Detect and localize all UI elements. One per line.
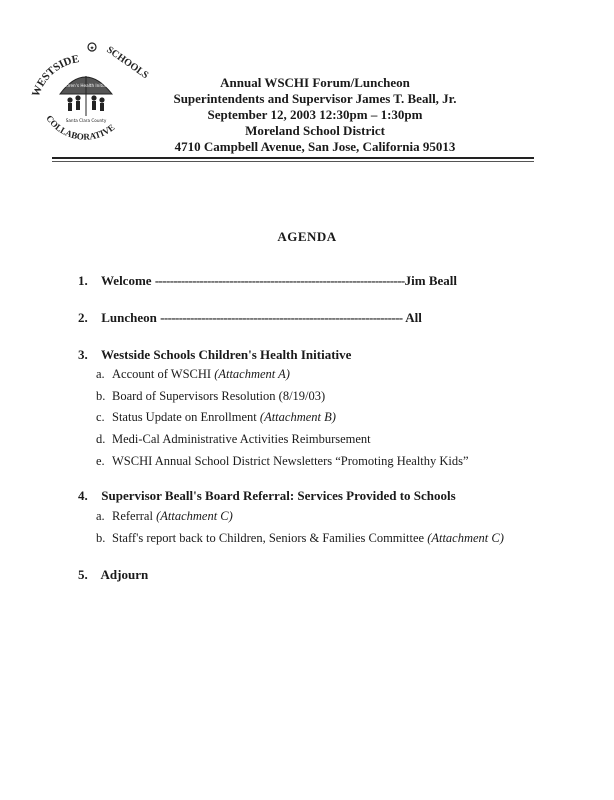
item-number: 4.: [78, 488, 88, 503]
item-number: 5.: [78, 567, 88, 582]
agenda-item-health-initiative: [78, 347, 351, 363]
subitem-letter: c.: [96, 410, 105, 424]
subitem-text: Status Update on Enrollment: [112, 410, 260, 424]
agenda-subitem: [96, 531, 504, 546]
logo-top-right-text: SCHOOLS: [104, 44, 150, 82]
header-participants: Superintendents and Supervisor James T. Beall, Jr.: [173, 91, 457, 106]
item-presenter: Jim Beall: [404, 273, 458, 288]
subitem-letter: d.: [96, 432, 106, 446]
subitem-text: WSCHI Annual School District Newsletters “Promoting Healthy Kids”: [112, 454, 469, 468]
item-leader: -----------------------------------------------------------------: [160, 310, 406, 325]
header-divider-thin: [52, 161, 534, 162]
subitem-letter: b.: [96, 389, 106, 403]
header-event-title: Annual WSCHI Forum/Luncheon: [220, 75, 410, 90]
svg-text:✦: ✦: [89, 45, 95, 52]
header-date-time: September 12, 2003 12:30pm – 1:30pm: [207, 107, 423, 122]
agenda-item-welcome: [78, 273, 457, 289]
agenda-subitem: [96, 367, 290, 382]
agenda-item-adjourn: [78, 567, 148, 583]
item-presenter: All: [405, 310, 422, 325]
header-divider: [52, 157, 534, 159]
item-label: Supervisor Beall's Board Referral: Services Provided to Schools: [101, 488, 456, 503]
agenda-subitem: [96, 509, 233, 524]
agenda-item-board-referral: [78, 488, 456, 504]
subitem-attachment: (Attachment C): [427, 531, 504, 545]
subitem-letter: a.: [96, 509, 105, 523]
logo-bottom-text: COLLABORATIVE: [44, 113, 117, 142]
agenda-subitem: [96, 410, 336, 425]
item-label: Welcome: [101, 273, 152, 288]
subitem-attachment: (Attachment A): [214, 367, 290, 381]
subitem-text: Staff's report back to Children, Seniors & Families Committee: [112, 531, 428, 545]
logo-county-text: Santa Clara County: [65, 118, 107, 123]
item-number: 1.: [78, 273, 88, 288]
document-header: [150, 75, 480, 155]
subitem-attachment: (Attachment B): [259, 410, 336, 424]
subitem-text: Medi-Cal Administrative Activities Reimbursement: [112, 432, 371, 446]
item-leader: -------------------------------------------------------------------: [154, 273, 405, 288]
agenda-subitem: [96, 454, 469, 469]
agenda-subitem: [96, 432, 371, 447]
agenda-subitem: [96, 389, 325, 404]
logo-inner-text: Children's Health Initiative: [58, 83, 114, 88]
subitem-letter: b.: [96, 531, 106, 545]
westside-schools-collaborative-logo: [20, 38, 150, 148]
subitem-text: Referral: [112, 509, 157, 523]
agenda-title: AGENDA: [277, 229, 337, 244]
item-label: Adjourn: [100, 567, 149, 582]
subitem-text: Account of WSCHI: [112, 367, 215, 381]
logo-top-text: WESTSIDE: [29, 53, 81, 99]
item-label: Luncheon: [101, 310, 157, 325]
header-address: 4710 Campbell Avenue, San Jose, California 95013: [174, 139, 456, 154]
subitem-letter: e.: [96, 454, 105, 468]
subitem-text: Board of Supervisors Resolution (8/19/03): [112, 389, 326, 403]
subitem-attachment: (Attachment C): [156, 509, 233, 523]
item-label: Westside Schools Children's Health Initiative: [101, 347, 352, 362]
item-number: 2.: [78, 310, 88, 325]
agenda-item-luncheon: [78, 310, 422, 326]
header-location-name: Moreland School District: [245, 123, 385, 138]
logo-emblem: [20, 38, 150, 148]
subitem-letter: a.: [96, 367, 105, 381]
item-number: 3.: [78, 347, 88, 362]
